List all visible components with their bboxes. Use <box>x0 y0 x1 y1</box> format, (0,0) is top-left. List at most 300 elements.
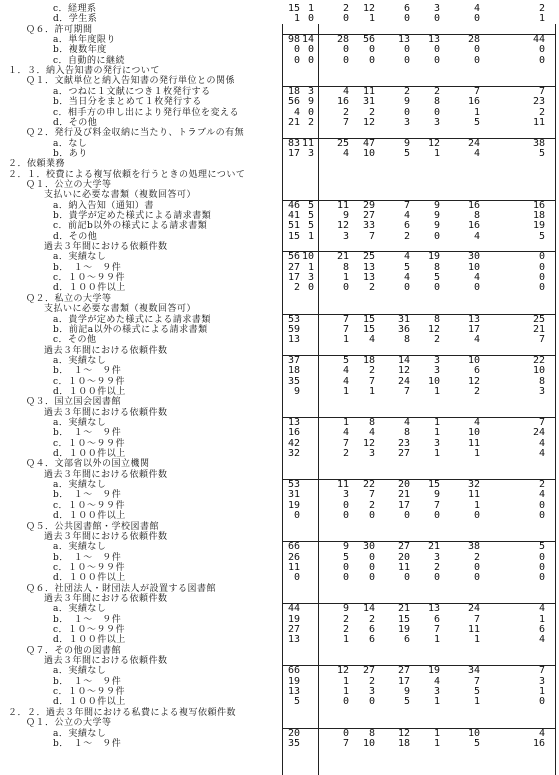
table-row <box>0 149 559 159</box>
value-cell: 7 <box>368 489 375 501</box>
value-cell: 0 <box>538 572 545 584</box>
value-cell: 10 <box>532 365 545 377</box>
value-cell: 3 <box>538 675 545 687</box>
value-cell: 0 <box>342 13 349 25</box>
value-cell: 29 <box>362 199 375 211</box>
table-row <box>0 366 559 376</box>
value-cell: 1 <box>307 230 314 242</box>
value-cell: 15 <box>427 479 440 491</box>
value-cell: 4 <box>342 375 349 387</box>
value-cell: 0 <box>433 106 440 118</box>
value-cell: 25 <box>362 251 375 263</box>
value-cell: 7 <box>473 85 480 97</box>
table-row <box>0 180 559 190</box>
value-cell: 56 <box>287 96 300 108</box>
table-row <box>0 697 559 707</box>
value-cell: 27 <box>287 261 300 273</box>
value-cell: 0 <box>307 44 314 56</box>
value-cell: 5 <box>342 354 349 366</box>
value-cell: 17 <box>287 272 300 284</box>
value-cell: 0 <box>473 572 480 584</box>
value-cell: 2 <box>342 3 349 14</box>
value-cell: 2 <box>433 561 440 573</box>
value-cell: 3 <box>368 686 375 698</box>
value-cell: 1 <box>342 417 349 428</box>
table-row <box>0 511 559 521</box>
value-cell: 24 <box>467 603 480 615</box>
value-cell: 0 <box>403 13 410 25</box>
value-cell: 5 <box>433 272 440 284</box>
value-cell: 8 <box>403 427 410 439</box>
value-cell: 0 <box>538 561 545 573</box>
value-cell: 7 <box>433 499 440 511</box>
row-label: d．その他 <box>53 231 98 242</box>
value-cell: 9 <box>433 220 440 232</box>
value-cell: 1 <box>538 13 545 25</box>
row-label: a．実績なし <box>53 480 107 491</box>
value-cell: 59 <box>287 323 300 335</box>
value-cell: 0 <box>538 54 545 66</box>
value-cell: 4 <box>403 417 410 428</box>
value-cell: 0 <box>433 230 440 242</box>
value-cell: 1 <box>307 261 314 273</box>
value-cell: 13 <box>287 686 300 698</box>
value-cell: 7 <box>342 737 349 749</box>
value-cell: 27 <box>397 665 410 677</box>
value-cell: 0 <box>293 572 300 584</box>
value-cell: 0 <box>403 282 410 294</box>
value-cell: 1 <box>433 427 440 439</box>
value-cell: 25 <box>336 137 349 149</box>
value-cell: 0 <box>368 54 375 66</box>
row-label: b．あり <box>53 148 88 159</box>
value-cell: 12 <box>397 727 410 739</box>
value-cell: 19 <box>287 499 300 511</box>
value-cell: 13 <box>287 334 300 346</box>
row-label: Ｑ５．公共図書館・学校図書館 <box>26 521 160 532</box>
table-row <box>0 397 559 407</box>
value-cell: 9 <box>342 210 349 221</box>
value-cell: 1 <box>368 13 375 25</box>
value-cell: 0 <box>342 510 349 522</box>
value-cell: 15 <box>362 313 375 325</box>
value-cell: 4 <box>403 251 410 263</box>
value-cell: 16 <box>467 96 480 108</box>
value-cell: 5 <box>403 147 410 159</box>
value-cell: 3 <box>433 686 440 698</box>
row-label: c．自動的に継続 <box>53 55 126 66</box>
value-cell: 0 <box>538 251 545 263</box>
value-cell: 16 <box>336 96 349 108</box>
row-label: a．単年度限り <box>53 35 116 46</box>
value-cell: 6 <box>473 365 480 377</box>
row-label: b．複数年度 <box>53 45 107 56</box>
value-cell: 53 <box>287 479 300 491</box>
value-cell: 14 <box>301 34 314 46</box>
value-cell: 21 <box>287 116 300 128</box>
value-cell: 15 <box>362 323 375 335</box>
value-cell: 12 <box>427 323 440 335</box>
value-cell: 6 <box>433 613 440 625</box>
value-cell: 8 <box>368 727 375 739</box>
row-label: a．つねに１文献につき１枚発行する <box>53 86 211 97</box>
value-cell: 1 <box>433 385 440 397</box>
value-cell: 11 <box>362 85 375 97</box>
row-label: a．実績なし <box>53 418 107 428</box>
value-cell: 2 <box>342 613 349 625</box>
value-cell: 11 <box>336 199 349 211</box>
value-cell: 32 <box>287 448 300 460</box>
value-cell: 0 <box>538 44 545 56</box>
row-label: Ｑ４．文部省以外の国立機関 <box>26 459 150 470</box>
row-label: Ｑ２．私立の大学等 <box>26 293 112 304</box>
value-cell: 0 <box>473 561 480 573</box>
row-label: b．前記a以外の様式による請求書類 <box>53 324 208 335</box>
row-label: c．１０～９９件 <box>53 687 126 698</box>
value-cell: 47 <box>362 137 375 149</box>
value-cell: 20 <box>397 479 410 491</box>
value-cell: 66 <box>287 665 300 677</box>
value-cell: 13 <box>467 313 480 325</box>
value-cell: 5 <box>538 230 545 242</box>
row-label: c．１０～９９件 <box>53 438 126 449</box>
value-cell: 11 <box>467 624 480 635</box>
row-label: a．実績なし <box>53 604 107 615</box>
value-cell: 7 <box>403 385 410 397</box>
value-cell: 2 <box>473 551 480 563</box>
value-cell: 4 <box>538 727 545 739</box>
value-cell: 10 <box>362 147 375 159</box>
value-cell: 98 <box>287 34 300 46</box>
value-cell: 4 <box>403 210 410 221</box>
value-cell: 0 <box>473 54 480 66</box>
row-label: b． １～ ９件 <box>53 614 122 625</box>
table-row <box>0 635 559 645</box>
value-cell: 1 <box>342 385 349 397</box>
value-cell: 1 <box>473 106 480 118</box>
value-cell: 6 <box>538 624 545 635</box>
value-cell: 0 <box>368 696 375 708</box>
value-cell: 1 <box>293 13 300 25</box>
value-cell: 1 <box>433 727 440 739</box>
table-row <box>0 584 559 594</box>
row-label: c．その他 <box>53 335 97 346</box>
table-row <box>0 428 559 438</box>
value-cell: 18 <box>287 85 300 97</box>
value-cell: 7 <box>538 334 545 346</box>
value-cell: 19 <box>397 624 410 635</box>
value-cell: 3 <box>342 230 349 242</box>
value-cell: 16 <box>287 427 300 439</box>
value-cell: 1 <box>433 147 440 159</box>
value-cell: 12 <box>362 116 375 128</box>
value-cell: 10 <box>362 737 375 749</box>
value-cell: 0 <box>473 13 480 25</box>
value-cell: 0 <box>403 44 410 56</box>
value-cell: 0 <box>403 572 410 584</box>
value-cell: 37 <box>287 354 300 366</box>
value-cell: 4 <box>473 230 480 242</box>
table-row <box>0 294 559 304</box>
value-cell: 3 <box>433 551 440 563</box>
value-cell: 4 <box>342 365 349 377</box>
value-cell: 44 <box>287 603 300 615</box>
table-row <box>0 315 559 325</box>
value-cell: 4 <box>473 3 480 14</box>
value-cell: 13 <box>427 34 440 46</box>
value-cell: 4 <box>538 634 545 646</box>
value-cell: 4 <box>538 489 545 501</box>
value-cell: 1 <box>538 613 545 625</box>
row-label: b． １～ ９件 <box>53 552 122 563</box>
row-label: d．１００件以上 <box>53 386 126 397</box>
row-label: c．１０～９９件 <box>53 562 126 573</box>
value-cell: 28 <box>336 34 349 46</box>
value-cell: 9 <box>342 541 349 553</box>
value-cell: 9 <box>433 489 440 501</box>
row-label: 過去３年間における依頼件数 <box>44 242 168 253</box>
value-cell: 6 <box>403 3 410 14</box>
value-cell: 19 <box>427 665 440 677</box>
value-cell: 8 <box>433 96 440 108</box>
value-cell: 1 <box>433 696 440 708</box>
value-cell: 3 <box>342 489 349 501</box>
value-cell: 12 <box>362 437 375 449</box>
value-cell: 13 <box>362 272 375 284</box>
table-row <box>0 739 559 749</box>
value-cell: 19 <box>287 675 300 687</box>
value-cell: 2 <box>403 85 410 97</box>
table-row <box>0 729 559 739</box>
table-row <box>0 45 559 55</box>
value-cell: 1 <box>433 417 440 428</box>
value-cell: 0 <box>368 510 375 522</box>
value-cell: 27 <box>287 624 300 635</box>
value-cell: 0 <box>433 54 440 66</box>
value-cell: 12 <box>362 3 375 14</box>
value-cell: 4 <box>342 85 349 97</box>
value-cell: 24 <box>397 375 410 387</box>
value-cell: 0 <box>342 727 349 739</box>
table-row <box>0 604 559 614</box>
row-label: 過去３年間における依頼件数 <box>44 656 168 667</box>
value-cell: 27 <box>397 448 410 460</box>
value-cell: 4 <box>433 675 440 687</box>
value-cell: 1 <box>433 634 440 646</box>
value-cell: 8 <box>342 261 349 273</box>
table-row <box>0 708 559 718</box>
table-row <box>0 335 559 345</box>
row-label: c．１０～９９件 <box>53 625 126 635</box>
value-cell: 7 <box>538 85 545 97</box>
value-cell: 0 <box>433 282 440 294</box>
value-cell: 15 <box>287 230 300 242</box>
value-cell: 0 <box>307 106 314 118</box>
value-cell: 42 <box>287 437 300 449</box>
value-cell: 0 <box>538 282 545 294</box>
value-cell: 10 <box>467 727 480 739</box>
row-label: c．前記b以外の様式による請求書類 <box>53 221 208 232</box>
value-cell: 11 <box>301 137 314 149</box>
value-cell: 0 <box>538 499 545 511</box>
value-cell: 7 <box>342 116 349 128</box>
value-cell: 34 <box>467 665 480 677</box>
row-label: b． １～ ９件 <box>53 676 122 687</box>
value-cell: 3 <box>307 147 314 159</box>
row-label: 過去３年間における依頼件数 <box>44 531 168 542</box>
value-cell: 51 <box>287 220 300 232</box>
value-cell: 22 <box>362 479 375 491</box>
table-row <box>0 522 559 532</box>
value-cell: 32 <box>467 479 480 491</box>
value-cell: 28 <box>467 34 480 46</box>
value-cell: 21 <box>397 489 410 501</box>
value-cell: 17 <box>397 499 410 511</box>
value-cell: 13 <box>427 603 440 615</box>
value-cell: 83 <box>287 137 300 149</box>
value-cell: 0 <box>307 54 314 66</box>
value-cell: 6 <box>403 220 410 232</box>
value-cell: 0 <box>342 572 349 584</box>
value-cell: 2 <box>433 85 440 97</box>
row-label: b． １～ ９件 <box>53 428 122 439</box>
value-cell: 7 <box>473 675 480 687</box>
value-cell: 2 <box>368 613 375 625</box>
value-cell: 8 <box>403 334 410 346</box>
value-cell: 7 <box>342 437 349 449</box>
value-cell: 21 <box>336 251 349 263</box>
value-cell: 10 <box>467 261 480 273</box>
value-cell: 5 <box>473 686 480 698</box>
value-cell: 41 <box>287 210 300 221</box>
value-cell: 21 <box>397 603 410 615</box>
value-cell: 0 <box>368 561 375 573</box>
value-cell: 6 <box>368 634 375 646</box>
value-cell: 7 <box>342 323 349 335</box>
value-cell: 11 <box>397 561 410 573</box>
row-label: Ｑ１．公立の大学等 <box>26 179 112 190</box>
row-label: a．貴学が定めた様式による請求書類 <box>53 314 211 325</box>
value-cell: 3 <box>538 385 545 397</box>
row-label: ２．依頼業務 <box>8 159 66 170</box>
value-cell: 4 <box>293 106 300 118</box>
table-row <box>0 283 559 293</box>
value-cell: 16 <box>467 199 480 211</box>
value-cell: 9 <box>307 96 314 108</box>
value-cell: 0 <box>293 510 300 522</box>
row-label: 過去３年間における依頼件数 <box>44 407 168 418</box>
value-cell: 0 <box>433 13 440 25</box>
value-cell: 2 <box>538 106 545 118</box>
value-cell: 9 <box>293 385 300 397</box>
value-cell: 16 <box>532 737 545 749</box>
value-cell: 13 <box>397 34 410 46</box>
table-row <box>0 387 559 397</box>
row-label: b． １～ ９件 <box>53 490 122 501</box>
value-cell: 3 <box>403 116 410 128</box>
value-cell: 18 <box>397 737 410 749</box>
value-cell: 0 <box>473 282 480 294</box>
value-cell: 0 <box>538 696 545 708</box>
value-cell: 1 <box>368 385 375 397</box>
value-cell: 38 <box>467 541 480 553</box>
value-cell: 5 <box>473 737 480 749</box>
value-cell: 12 <box>467 375 480 387</box>
row-label: ２．１．校費による複写依頼を行うときの処理について <box>8 169 246 180</box>
row-label: 支払いに必要な書類（複数回答可） <box>44 190 197 201</box>
value-cell: 17 <box>287 147 300 159</box>
table-row <box>0 66 559 76</box>
value-cell: 5 <box>538 541 545 553</box>
value-cell: 20 <box>287 727 300 739</box>
value-cell: 12 <box>397 365 410 377</box>
value-cell: 4 <box>342 427 349 439</box>
row-label: 支払いに必要な書類（複数回答可） <box>44 304 197 315</box>
value-cell: 38 <box>532 137 545 149</box>
table-row <box>0 666 559 676</box>
value-cell: 10 <box>427 375 440 387</box>
row-label: d．その他 <box>53 117 98 128</box>
table-row <box>0 459 559 469</box>
value-cell: 4 <box>538 448 545 460</box>
row-label: d．１００件以上 <box>53 449 126 460</box>
value-cell: 2 <box>403 230 410 242</box>
value-cell: 27 <box>362 210 375 221</box>
value-cell: 18 <box>362 354 375 366</box>
value-cell: 0 <box>342 696 349 708</box>
value-cell: 7 <box>538 417 545 428</box>
value-cell: 2 <box>473 385 480 397</box>
row-label: a．なし <box>53 138 88 149</box>
row-label: Ｑ７．その他の図書館 <box>26 645 122 656</box>
value-cell: 7 <box>433 624 440 635</box>
value-cell: 11 <box>336 479 349 491</box>
value-cell: 4 <box>368 427 375 439</box>
value-cell: 0 <box>342 282 349 294</box>
value-cell: 0 <box>538 510 545 522</box>
row-label: a．実績なし <box>53 355 107 366</box>
row-label: c．１０～９９件 <box>53 273 126 284</box>
value-cell: 4 <box>403 272 410 284</box>
value-cell: 0 <box>538 261 545 273</box>
value-cell: 0 <box>433 510 440 522</box>
row-label: d．学生系 <box>53 14 98 25</box>
value-cell: 0 <box>342 54 349 66</box>
value-cell: 30 <box>362 541 375 553</box>
value-cell: 9 <box>403 96 410 108</box>
value-cell: 0 <box>307 282 314 294</box>
value-cell: 2 <box>538 479 545 491</box>
value-cell: 2 <box>342 624 349 635</box>
value-cell: 56 <box>362 34 375 46</box>
table-row <box>0 449 559 459</box>
value-cell: 0 <box>538 551 545 563</box>
value-cell: 6 <box>403 634 410 646</box>
value-cell: 0 <box>433 572 440 584</box>
value-cell: 9 <box>433 199 440 211</box>
value-cell: 0 <box>368 572 375 584</box>
value-cell: 11 <box>467 489 480 501</box>
value-cell: 0 <box>368 551 375 563</box>
value-cell: 5 <box>342 551 349 563</box>
table-row <box>0 170 559 180</box>
value-cell: 44 <box>532 34 545 46</box>
value-cell: 1 <box>433 448 440 460</box>
value-cell: 7 <box>368 375 375 387</box>
value-cell: 33 <box>362 220 375 232</box>
value-cell: 2 <box>342 106 349 118</box>
value-cell: 26 <box>287 551 300 563</box>
